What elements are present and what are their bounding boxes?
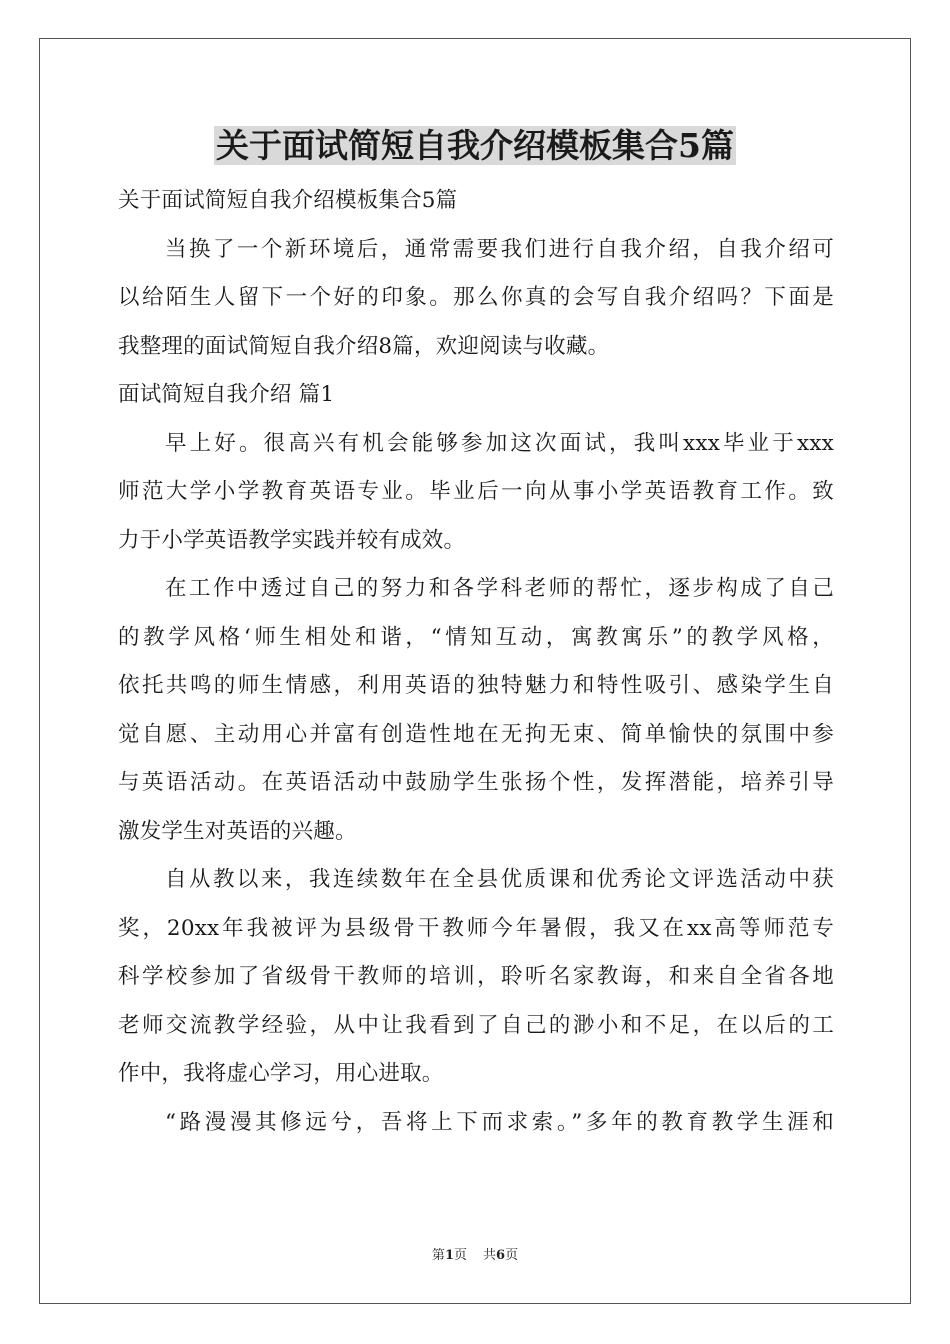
text-line: 激发学生对英语的兴趣。 [118, 818, 357, 844]
document-title [0, 122, 950, 170]
text-line: 我整理的面试简短自我介绍8篇，欢迎阅读与收藏。 [118, 333, 610, 359]
text-line: 力于小学英语教学实践并较有成效。 [118, 527, 466, 553]
text-line: 在工作中透过自己的努力和各学科老师的帮忙，逐步构成了自己 [165, 576, 834, 601]
text-line: 自从教以来，我连续数年在全县优质课和优秀论文评选活动中获 [165, 867, 834, 892]
text-line: 师范大学小学教育英语专业。毕业后一向从事小学英语教育工作。致 [118, 479, 834, 504]
text-line: 依托共鸣的师生情感，利用英语的独特魅力和特性吸引、感染学生自 [118, 673, 834, 698]
page-footer [0, 1247, 950, 1265]
text-line: 与英语活动。在英语活动中鼓励学生张扬个性，发挥潜能，培养引导 [118, 770, 834, 795]
document-title-text: 关于面试简短自我介绍模板集合5篇 [216, 126, 734, 165]
text-line: 早上好。很高兴有机会能够参加这次面试，我叫xxx毕业于xxx [165, 430, 834, 456]
footer-total-prefix: 共 [483, 1248, 497, 1263]
text-line: 觉自愿、主动用心并富有创造性地在无拘无束、简单愉快的氛围中参 [118, 721, 834, 747]
text-line: “路漫漫其修远兮，吾将上下而求索。”多年的教育教学生涯和 [165, 1109, 834, 1135]
footer-page-total: 6 [496, 1248, 506, 1263]
text-line: 面试简短自我介绍 篇1 [118, 382, 335, 407]
text-line: 当换了一个新环境后，通常需要我们进行自我介绍，自我介绍可 [165, 236, 834, 262]
footer-page-current: 1 [444, 1248, 454, 1263]
text-line: 的教学风格‘师生相处和谐，“情知互动，寓教寓乐”的教学风格， [118, 624, 834, 650]
text-line: 老师交流教学经验，从中让我看到了自己的渺小和不足，在以后的工 [118, 1012, 834, 1038]
footer-page-suffix: 页 [453, 1248, 467, 1263]
text-line: 科学校参加了省级骨干教师的培训，聆听名家教诲，和来自全省各地 [118, 964, 834, 989]
text-line: 奖，20xx年我被评为县级骨干教师今年暑假，我又在xx高等师范专 [118, 915, 834, 941]
footer-page-prefix: 第 [431, 1248, 445, 1263]
document-body [118, 177, 834, 1147]
text-line: 作中，我将虚心学习，用心进取。 [118, 1061, 444, 1086]
footer-total-suffix: 页 [505, 1248, 519, 1263]
text-line: 关于面试简短自我介绍模板集合5篇 [118, 188, 458, 213]
text-line: 以给陌生人留下一个好的印象。那么你真的会写自我介绍吗？下面是 [118, 285, 834, 310]
